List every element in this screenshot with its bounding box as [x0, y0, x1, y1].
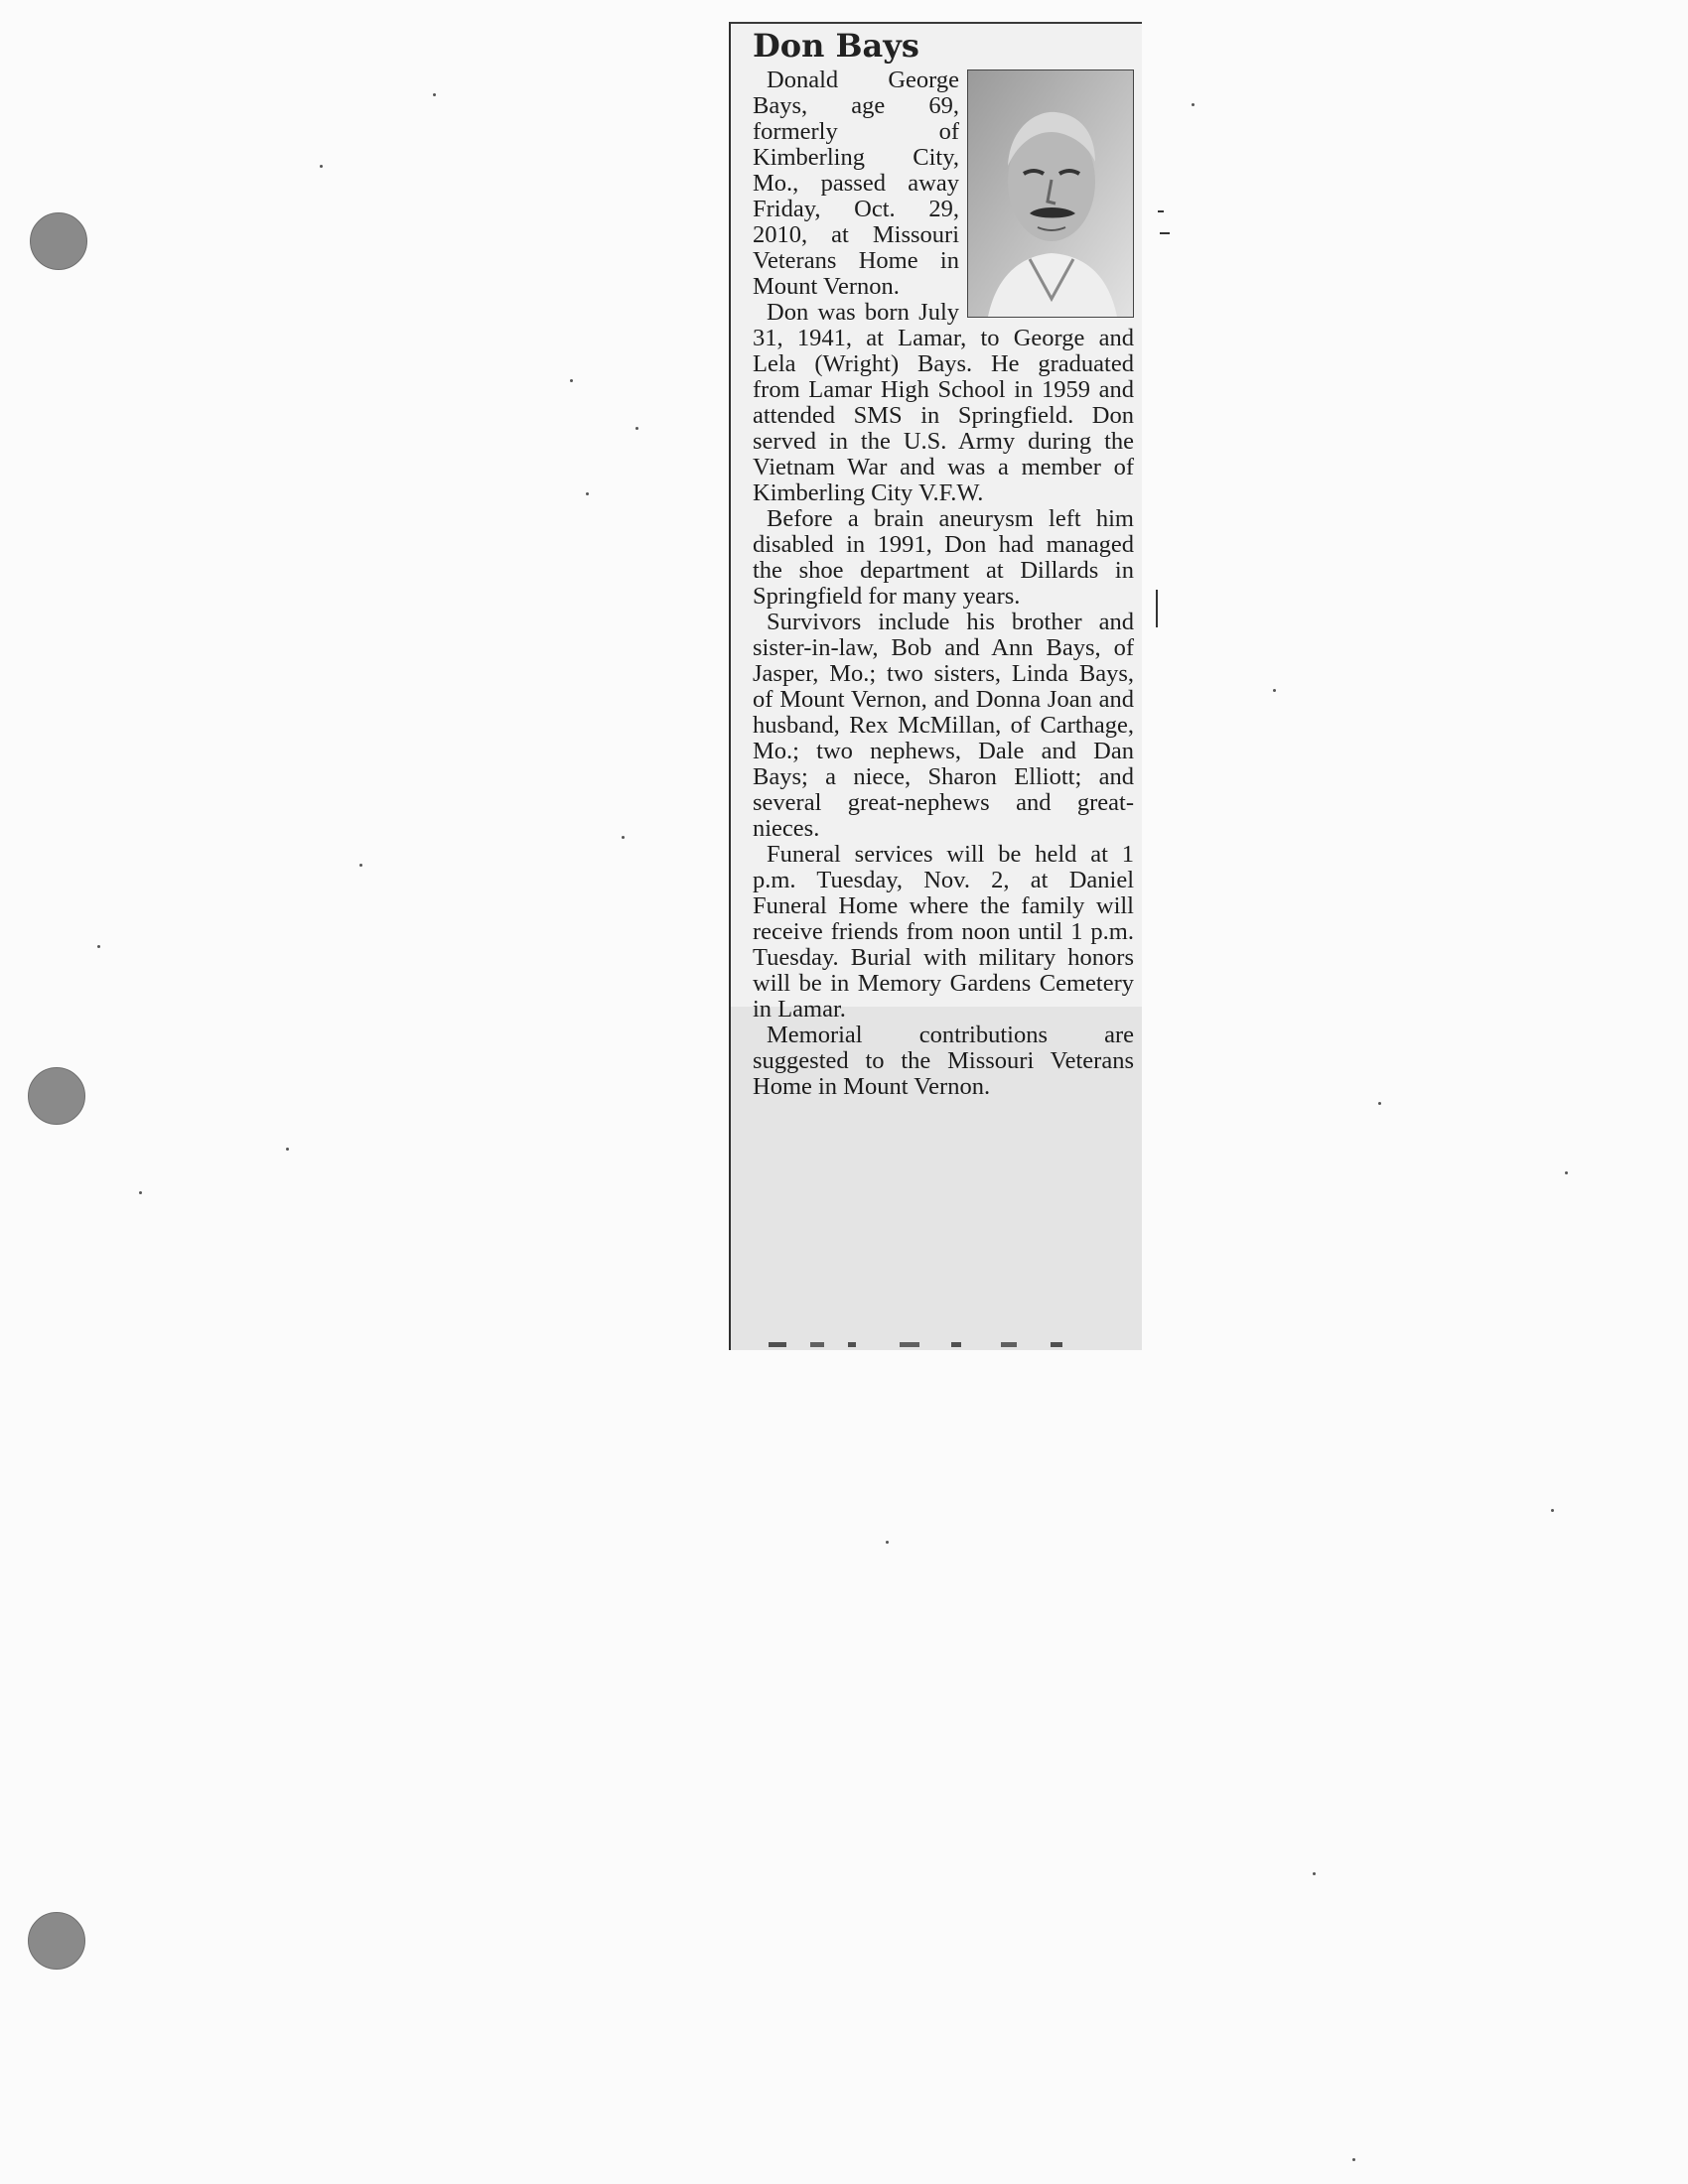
scan-speck — [1273, 689, 1276, 692]
scan-speck — [1352, 2158, 1355, 2161]
clipping-edge-mark — [1158, 210, 1164, 212]
obituary-column — [753, 28, 1134, 1100]
obituary-paragraph: Before a brain aneurysm left him disabled in 1991, Don had managed the shoe department at Dillards in Springfield for many years. — [753, 505, 1134, 610]
scan-speck — [433, 93, 436, 96]
obituary-paragraph: Don was born July 31, 1941, at Lamar, to George and Lela (Wright) Bays. He graduated from Lamar High School in 1959 and attended SMS in Springfield. Don served in the U.S. Army during the Vietnam War and was a member of Kimberling City V.F.W. — [753, 299, 1134, 506]
obituary-paragraph — [753, 68, 1134, 300]
scan-speck — [1378, 1102, 1381, 1105]
scan-speck — [359, 864, 362, 867]
scan-speck — [622, 836, 625, 839]
obituary-title: Don Bays — [753, 27, 919, 65]
scan-speck — [97, 945, 100, 948]
binder-hole-bottom — [28, 1912, 85, 1970]
scan-speck — [320, 165, 323, 168]
scan-speck — [886, 1541, 889, 1544]
scan-speck — [1192, 103, 1195, 106]
scan-speck — [1565, 1171, 1568, 1174]
obituary-paragraph: Funeral services will be held at 1 p.m. Tuesday, Nov. 2, at Daniel Funeral Home where the family will receive friends from noon until 1 p.m. Tuesday. Burial with military honors will be in Memory Gardens Cemetery in Lamar. — [753, 841, 1134, 1023]
obituary-paragraph: Memorial contributions are suggested to the Missouri Veterans Home in Mount Vernon. — [753, 1022, 1134, 1100]
scan-speck — [1551, 1509, 1554, 1512]
obituary-paragraph-text: Donald George Bays, age 69, formerly of Kimberling City, Mo., passed away Friday, Oct. 29, 2010, at Missouri Veterans Home in Mount Vernon. — [753, 67, 959, 300]
clipping-edge-mark — [1160, 232, 1170, 234]
scan-speck — [139, 1191, 142, 1194]
obituary-paragraph: Survivors include his brother and sister-in-law, Bob and Ann Bays, of Jasper, Mo.; two sisters, Linda Bays, of Mount Vernon, and Donna Joan and husband, Rex McMillan, of Carthage, Mo.; two nephews, Dale and Dan Bays; a niece, Sharon Elliott; and several great-nephews and great-nieces. — [753, 609, 1134, 842]
binder-hole-top — [30, 212, 87, 270]
portrait-photo-icon — [967, 69, 1134, 318]
binder-hole-middle — [28, 1067, 85, 1125]
scan-speck — [1313, 1872, 1316, 1875]
torn-bottom-text-fragments — [753, 1340, 1134, 1348]
scan-speck — [635, 427, 638, 430]
scan-speck — [586, 492, 589, 495]
scan-speck — [286, 1148, 289, 1151]
obituary-clipping — [729, 22, 1142, 1350]
scan-speck — [570, 379, 573, 382]
clipping-edge-mark — [1156, 590, 1158, 627]
